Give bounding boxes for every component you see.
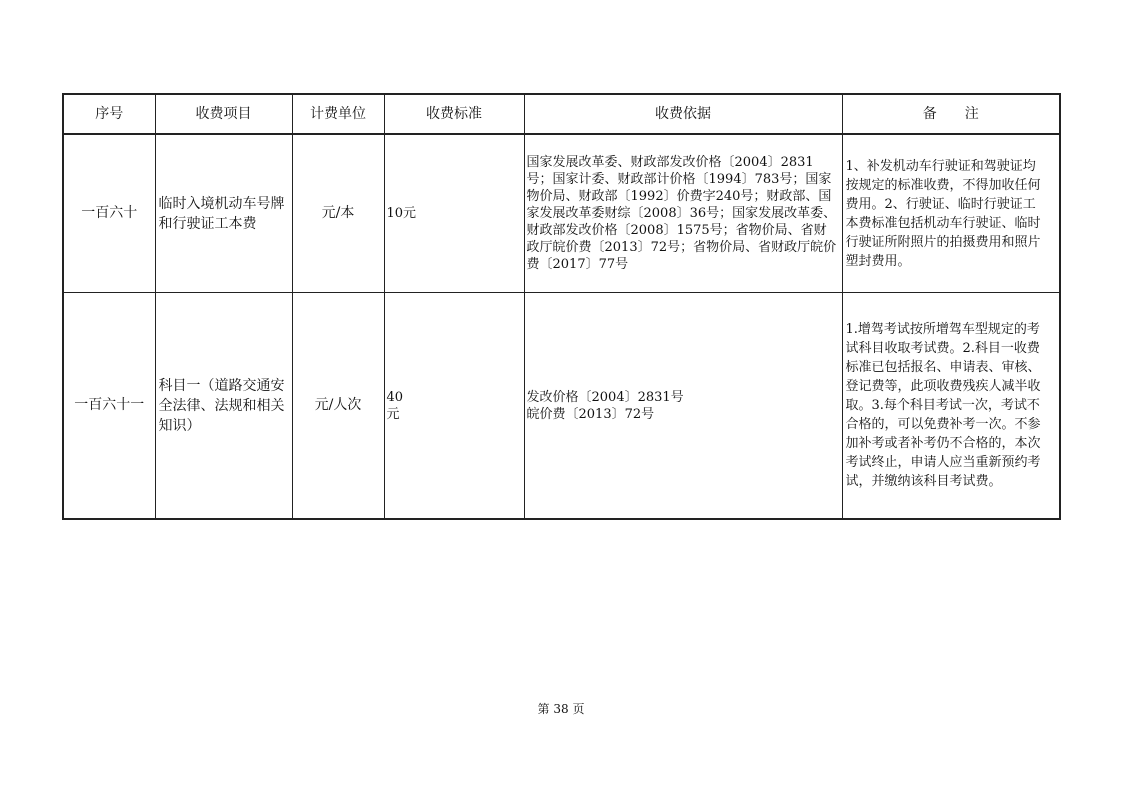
row-item: 科目一（道路交通安全法律、法规和相关知识） bbox=[155, 293, 292, 520]
row-standard: 10元 bbox=[384, 134, 524, 293]
row-basis: 国家发展改革委、财政部发改价格〔2004〕2831号；国家计委、财政部计价格〔1994〕783号；国家物价局、财政部〔1992〕价费字240号；财政部、国家发展改革委财综〔2008〕36号；国家发展改革委、财政部发改价格〔2008〕1575号；省物价局、省财政厅皖价费〔2013〕72号；省物价局、省财政厅皖价费〔2017〕77号 bbox=[524, 134, 842, 293]
row-unit: 元/人次 bbox=[292, 293, 384, 520]
row-seq: 一百六十 bbox=[63, 134, 155, 293]
header-item: 收费项目 bbox=[155, 94, 292, 134]
page-number: 第 38 页 bbox=[537, 702, 585, 716]
fee-table bbox=[62, 93, 1061, 520]
row-note bbox=[842, 134, 1060, 293]
row-standard-text: 40元 bbox=[386, 389, 404, 422]
row-seq: 一百六十一 bbox=[63, 293, 155, 520]
header-unit: 计费单位 bbox=[292, 94, 384, 134]
table-row bbox=[63, 293, 1060, 520]
row-basis bbox=[524, 293, 842, 520]
row-note-text: 1.增驾考试按所增驾车型规定的考试科目收取考试费。2.科目一收费标准已包括报名、申请表、审核、登记费等，此项收费残疾人减半收取。3.每个科目考试一次，考试不合格的，可以免费补考一次。不参加补考或者补考仍不合格的，本次考试终止，申请人应当重新预约考试，并缴纳该科目考试费。 bbox=[845, 322, 1041, 489]
basis-line: 发改价格〔2004〕2831号 bbox=[526, 389, 684, 405]
header-note: 备 注 bbox=[842, 94, 1060, 134]
row-unit: 元/本 bbox=[292, 134, 384, 293]
row-item: 临时入境机动车号牌和行驶证工本费 bbox=[155, 134, 292, 293]
row-note bbox=[842, 293, 1060, 520]
table-row bbox=[63, 134, 1060, 293]
header-standard: 收费标准 bbox=[384, 94, 524, 134]
header-basis: 收费依据 bbox=[524, 94, 842, 134]
header-seq: 序号 bbox=[63, 94, 155, 134]
row-standard bbox=[384, 293, 524, 520]
basis-line: 皖价费〔2013〕72号 bbox=[526, 406, 655, 422]
table-header-row bbox=[63, 94, 1060, 134]
row-note-text: 1、补发机动车行驶证和驾驶证均按规定的标准收费，不得加收任何费用。2、行驶证、临时行驶证工本费标准包括机动车行驶证、临时行驶证所附照片的拍摄费用和照片塑封费用。 bbox=[845, 158, 1041, 269]
